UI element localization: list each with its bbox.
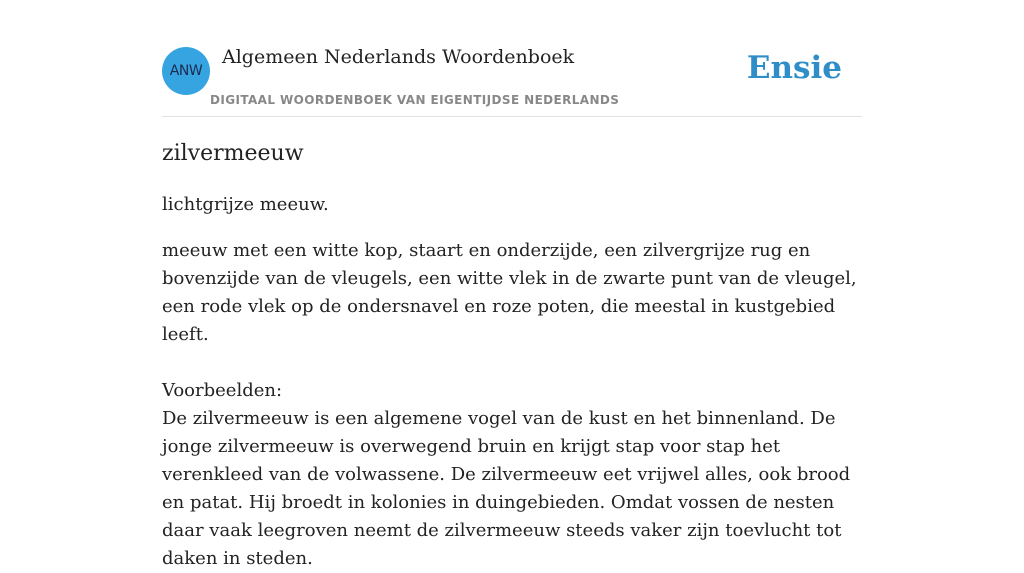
anw-logo[interactable]: ANW [162,47,210,95]
ensie-logo[interactable]: Ensie [746,50,842,86]
site-subtitle: DIGITAAL WOORDENBOEK VAN EIGENTIJDSE NEDERLANDS [210,93,620,107]
site-header [162,40,862,117]
definition: meeuw met een witte kop, staart en onderzijde, een zilvergrijze rug en bovenzijde van de vleugels, een witte vlek in de zwarte punt van de vleugel, een rode vlek op de ondersnavel en roze poten, die meestal in kustgebied leeft. [162,240,857,345]
short-definition: lichtgrijze meeuw. [162,194,329,215]
entry-headword: zilvermeeuw [162,141,304,166]
entry-content [162,138,867,573]
examples-label: Voorbeelden: [162,380,283,401]
examples-text: De zilvermeeuw is een algemene vogel van de kust en het binnenland. De jonge zilvermeeuw is overwegend bruin en krijgt stap voor stap het verenkleed van de volwassene. De zilvermeeuw eet vrijwel alles, ook brood en patat. Hij broedt in kolonies in duingebieden. Omdat vossen de nesten daar vaak leegroven neemt de zilvermeeuw steeds vaker zijn toevlucht tot daken in steden. [162,408,851,569]
site-title[interactable]: Algemeen Nederlands Woordenboek [222,46,575,68]
